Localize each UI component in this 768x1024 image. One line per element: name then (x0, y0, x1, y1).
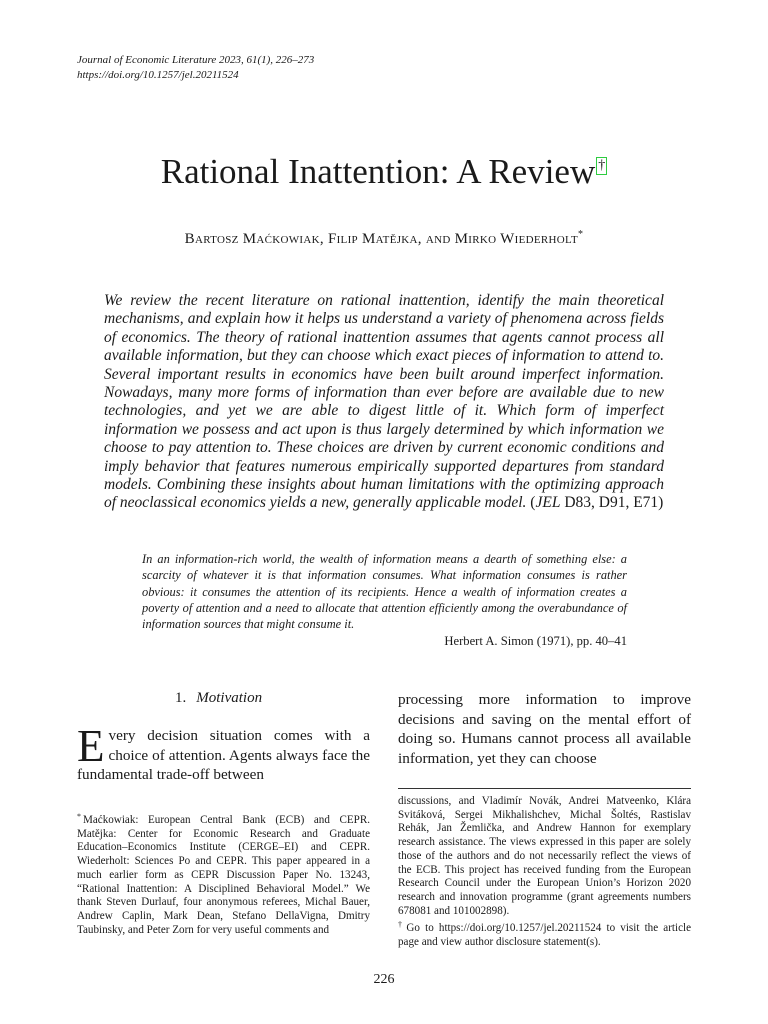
jel-label: JEL (535, 494, 561, 512)
footnote-continued (398, 795, 691, 950)
journal-citation: Journal of Economic Literature 2023, 61(1), 226–273 (77, 54, 315, 66)
article-title-text: Rational Inattention: A Review (160, 152, 596, 191)
article-title (0, 150, 768, 194)
body-column-left (77, 721, 370, 785)
body-text-left: very decision situation comes with a choice of attention. Agents always face the fundamental trade-off between (77, 727, 370, 783)
author-footnote-mark: * (578, 229, 584, 240)
title-footnote-link[interactable]: † (598, 158, 606, 173)
author-names: Bartosz Maćkowiak, Filip Matějka, and Mirko Wiederholt (184, 231, 579, 247)
epigraph-attribution: Herbert A. Simon (1971), pp. 40–41 (444, 634, 627, 648)
body-column-right: processing more information to improve decisions and saving on the mental effort of doing so. Humans cannot process all available information, yet they can choose (398, 691, 691, 767)
footnote-dagger (398, 918, 691, 949)
footnote-dagger-mark: † (398, 920, 405, 930)
abstract (104, 292, 664, 513)
author-list (0, 229, 768, 248)
section-title: Motivation (196, 690, 263, 706)
footnote-authors (77, 810, 370, 937)
jel-codes: D83, D91, E71) (560, 494, 664, 512)
section-heading (175, 690, 262, 707)
drop-cap: E (77, 721, 105, 771)
doi-link[interactable]: https://doi.org/10.1257/jel.20211524 (77, 69, 239, 81)
abstract-text: We review the recent literature on rational inattention, identify the main theoretical mechanisms, and explain how it helps us understand a variety of phenomena across fields of economics. The theory of rational inattention assumes that agents cannot process all available information, but they can choose which exact pieces of information to attend to. Several important results in economics have been built around imperfect information. Nowadays, many more forms of information than ever before are available due to new technologies, and yet we are able to digest little of it. Which form of imperfect information we possess and act upon is thus largely determined by which information we choose to pay attention to. These choices are driven by current economic conditions and imply behavior that features numerous empirically supported departures from standard models. Combining these insights about human limitations with the optimizing approach of neoclassical economics yields a new, generally applicable model. (104, 292, 664, 512)
footnote-divider (398, 788, 691, 789)
footnote-continued-text: discussions, and Vladimír Novák, Andrei Matveenko, Klára Svitáková, Sergei Mikhalishchev, Michal Šoltés, Rastislav Rehák, Jan Žemlička, and Andrew Hannon for exemplary research assistance. The views expressed in this paper are solely those of the authors and do not necessarily reflect the views of the ECB. This project has received funding from the European Research Council under the European Union’s Horizon 2020 research and innovation programme (grant agreements numbers 678081 and 101002898). (398, 795, 691, 917)
page-number: 226 (373, 972, 395, 987)
footnote-authors-text: Maćkowiak: European Central Bank (ECB) and CEPR. Matějka: Center for Economic Research and Graduate Education–Economics Institute (CERGE–EI) and CEPR. Wiederholt: Sciences Po and CEPR. This paper appeared in a much earlier form as CEPR Discussion Paper No. 13243, “Rational Inattention: A Disciplined Behavioral Model.” We thank Steven Durlauf, four anonymous referees, Michal Bauer, Andrew Caplin, Mark Dean, Stefano DellaVigna, Dmitry Taubinsky, and Peter Zorn for very useful comments and (77, 814, 370, 936)
epigraph-quote: In an information-rich world, the wealth of information means a dearth of something else: a scarcity of whatever it is that information consumes. What information consumes is rather obvious: it consumes the attention of its recipients. Hence a wealth of information creates a poverty of attention and a need to allocate that attention efficiently among the overabundance of information sources that might consume it. (142, 552, 627, 632)
journal-header (77, 53, 314, 83)
footnote-star-mark: * (77, 812, 81, 821)
jel-open-paren: ( (530, 494, 536, 512)
footnote-dagger-text[interactable]: Go to https://doi.org/10.1257/jel.20211524 to visit the article page and view author disclosure statement(s). (398, 922, 691, 949)
section-number: 1. (175, 690, 187, 706)
